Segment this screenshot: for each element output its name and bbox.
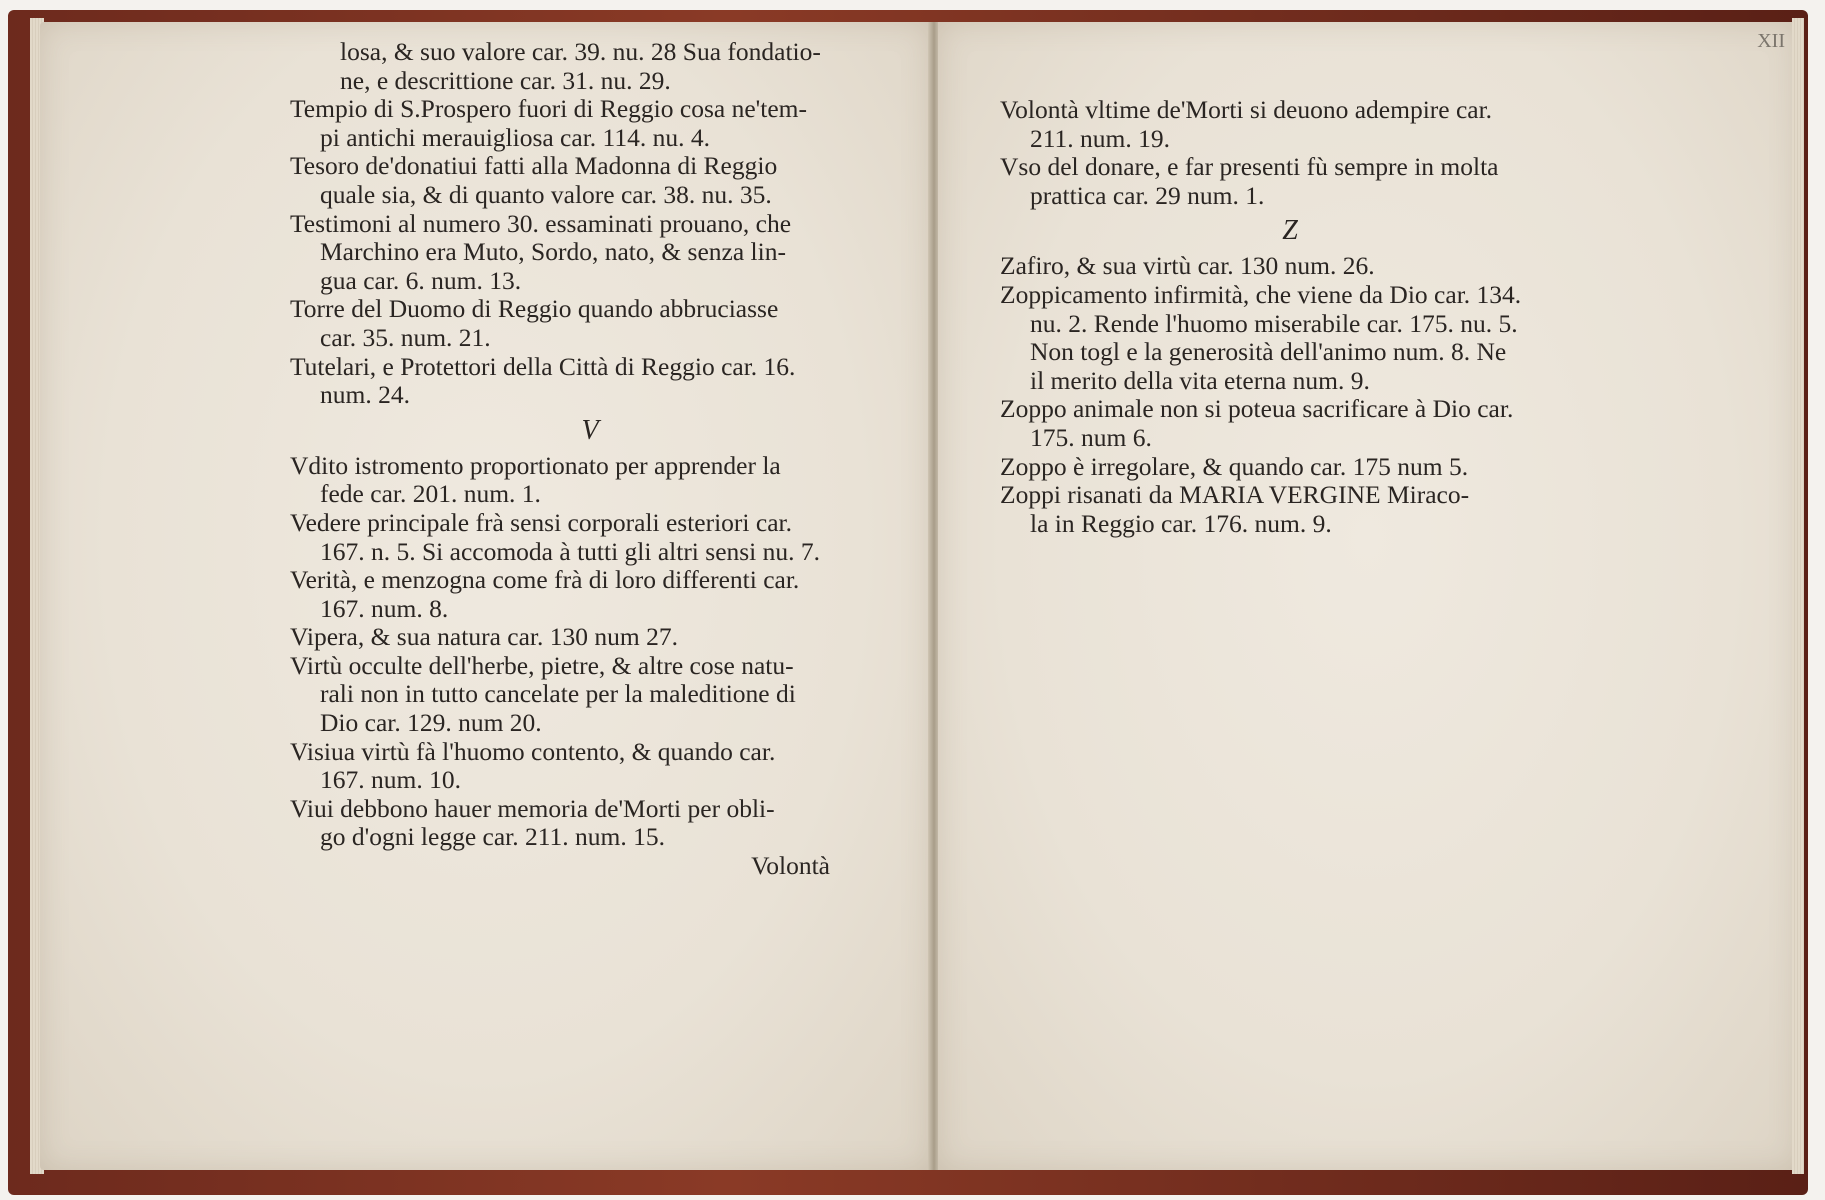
entry-continuation-line: 167. n. 5. Si accomoda à tutti gli altri sensi nu. 7. xyxy=(320,536,821,566)
entry-continuation-line: fede car. 201. num. 1. xyxy=(320,479,541,509)
entry-continuation-line: num. 24. xyxy=(320,380,410,410)
section-letter-z: Z xyxy=(1282,215,1298,247)
entry-continuation-line: 211. num. 19. xyxy=(1030,123,1171,153)
entry-continuation-line: pi antichi merauigliosa car. 114. nu. 4. xyxy=(320,122,710,152)
entry-heading-line: Tempio di S.Prospero fuori di Reggio cosa ne'tem- xyxy=(290,94,807,124)
index-entry xyxy=(1000,453,1580,482)
entry-heading-line: Tutelari, e Protettori della Città di Reggio car. 16. xyxy=(290,351,796,381)
index-entry xyxy=(290,738,890,795)
entry-heading-line: Vso del donare, e far presenti fù sempre in molta xyxy=(1000,152,1499,182)
entry-continuation-line: 167. num. 8. xyxy=(320,593,449,623)
index-entry xyxy=(290,353,890,410)
entry-continuation-line: Dio car. 129. num 20. xyxy=(320,708,542,738)
index-entry xyxy=(1000,153,1580,210)
entry-heading-line: Tesoro de'donatiui fatti alla Madonna di Reggio xyxy=(290,151,778,181)
left-page-text xyxy=(290,38,890,881)
entry-continuation-line: la in Reggio car. 176. num. 9. xyxy=(1030,508,1332,538)
index-entry xyxy=(290,295,890,352)
entry-continuation-line: 175. num 6. xyxy=(1030,422,1152,452)
text-line: ne, e descrittione car. 31. nu. 29. xyxy=(340,65,671,95)
entry-heading-line: Torre del Duomo di Reggio quando abbruciasse xyxy=(290,294,779,324)
entry-heading-line: Visiua virtù fà l'huomo contento, & quando car. xyxy=(290,736,776,766)
catchword: Volontà xyxy=(751,851,830,881)
index-entry xyxy=(1000,395,1580,452)
index-entry xyxy=(290,652,890,738)
entry-heading-line: Vedere principale frà sensi corporali esteriori car. xyxy=(290,507,792,537)
entry-continuation-line: go d'ogni legge car. 211. num. 15. xyxy=(320,822,666,852)
index-entries-v xyxy=(290,452,890,852)
entry-heading-line: Testimoni al numero 30. essaminati prouano, che xyxy=(290,208,792,238)
entry-heading-line: Viui debbono hauer memoria de'Morti per obli- xyxy=(290,793,775,823)
entry-heading-line: Vdito istromento proportionato per apprender la xyxy=(290,450,781,480)
right-page-text xyxy=(1000,96,1580,538)
entry-continuation-line: car. 35. num. 21. xyxy=(320,322,491,352)
index-entry xyxy=(290,566,890,623)
index-entry xyxy=(290,210,890,296)
entry-continuation-line: quale sia, & di quanto valore car. 38. nu. 35. xyxy=(320,179,772,209)
entry-continuation-line: rali non in tutto cancelate per la maleditione di xyxy=(320,679,796,709)
entry-continuation-line: nu. 2. Rende l'huomo miserabile car. 175. nu. 5. xyxy=(1030,308,1518,338)
index-entry xyxy=(1000,96,1580,153)
section-letter-v: V xyxy=(581,414,599,446)
index-entries-z xyxy=(1000,252,1580,538)
entry-continuation-line: il merito della vita eterna num. 9. xyxy=(1030,365,1370,395)
right-page-edges xyxy=(1792,18,1804,1174)
entry-heading-line: Zafiro, & sua virtù car. 130 num. 26. xyxy=(1000,251,1375,281)
index-entry xyxy=(290,623,890,652)
index-entry xyxy=(290,509,890,566)
index-entries-t xyxy=(290,95,890,410)
entry-continuation-line: gua car. 6. num. 13. xyxy=(320,265,522,295)
entry-continuation-line: Marchino era Muto, Sordo, nato, & senza lin- xyxy=(320,237,786,267)
entry-heading-line: Zoppo è irregolare, & quando car. 175 num 5. xyxy=(1000,451,1469,481)
index-entry xyxy=(290,452,890,509)
index-entry xyxy=(290,95,890,152)
entry-heading-line: Zoppi risanati da MARIA VERGINE Miraco- xyxy=(1000,480,1470,510)
entry-continuation-line: prattica car. 29 num. 1. xyxy=(1030,180,1265,210)
index-entries-v-cont xyxy=(1000,96,1580,210)
text-line: losa, & suo valore car. 39. nu. 28 Sua fondatio- xyxy=(340,37,821,66)
folio-number: XII xyxy=(1757,30,1785,52)
entry-heading-line: Volontà vltime de'Morti si deuono adempire car. xyxy=(1000,95,1493,124)
index-entry xyxy=(1000,252,1580,281)
entry-heading-line: Vipera, & sua natura car. 130 num 27. xyxy=(290,622,678,652)
index-entry xyxy=(1000,481,1580,538)
index-entry xyxy=(290,152,890,209)
entry-heading-line: Zoppo animale non si poteua sacrificare à Dio car. xyxy=(1000,394,1514,424)
entry-heading-line: Verità, e menzogna come frà di loro differenti car. xyxy=(290,565,800,595)
index-entry xyxy=(1000,281,1580,395)
entry-heading-line: Zoppicamento infirmità, che viene da Dio car. 134. xyxy=(1000,279,1522,309)
entry-continuation-line: 167. num. 10. xyxy=(320,765,461,795)
entry-continuation-line: Non togl e la generosità dell'animo num. 8. Ne xyxy=(1030,337,1507,367)
entry-heading-line: Virtù occulte dell'herbe, pietre, & altre cose natu- xyxy=(290,650,794,680)
index-entry xyxy=(290,795,890,852)
